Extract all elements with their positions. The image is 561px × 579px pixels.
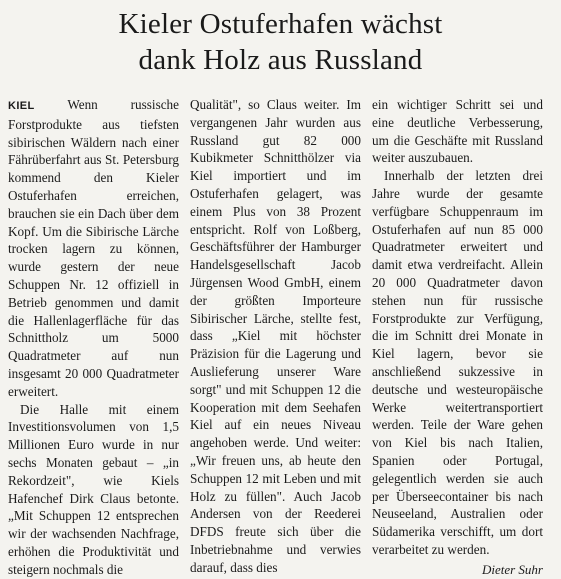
paragraph [8,96,179,401]
paragraph: Innerhalb der letzten drei Jahre wurde der gesamte verfügbare Schuppenraum im Ostuferhafen auf nun 85 000 Quadratmeter erweitert und damit etwa verdreifacht. Allein 20 000 Quadratmeter davon stehen nun für russische Forstprodukte zur Verfügung, die im Schnitt drei Monate in Kiel lagern, bevor sie anschließend sukzessive in deutsche und westeuropäische Werke weitertransportiert werden. Teile der Ware gehen von Kiel bis nach Italien, Spanien oder Portugal, gelegentlich werden sie auch per Überseecontainer bis nach Neuseeland, Australien oder Südamerika verschifft, um dort verarbeitet zu werden. [372,168,543,557]
author-byline: Dieter Suhr [481,561,543,577]
headline-line-2: dank Holz aus Russland [138,44,423,76]
column-2 [190,96,361,579]
article-body [8,96,553,579]
paragraph: Die Halle mit einem Investitionsvolumen von 1,5 Millionen Euro wurde in nur sechs Monaten gebaut – „in Rekordzeit", wie Kiels Hafenchef Dirk Claus betonte. „Mit Schuppen 12 entsprechen wir der wachsenden Nachfrage, erhöhen die Produktivität und steigern nochmals die [8,401,179,577]
paragraph: Qualität", so Claus weiter. Im vergangenen Jahr wurden aus Russland gut 82 000 Kubikmeter Schnitthölzer via Kiel importiert und im Ostuferhafen gelagert, was einem Plus von 38 Prozent entspricht. Rolf von Loßberg, Geschäftsführer der Hamburger Handelsgesellschaft Jacob Jürgensen Wood GmbH, einem der größten Importeure Sibirischer Lärche, stellte fest, dass „Kiel mit höchster Präzision für die Lagerung und Auslieferung unserer Ware sorgt" und mit Schuppen 12 die Kooperation mit dem Seehafen Kiel auf ein neues Niveau angehoben werde. Und weiter: „Wir freuen uns, ab heute den Schuppen 12 mit Leben und mit Holz zu füllen". Auch Jacob Andersen von der Reederei DFDS freute sich über die Inbetriebnahme und verwies darauf, dass dies [190,97,361,575]
column-1 [8,96,179,579]
paragraph-text: Wenn russische Forstprodukte aus tiefsten sibirischen Wäldern nach einer Fährüberfahrt aus St. Petersburg kommend den Kieler Ostuferhafen erreichen, brauchen sie ein Dach über dem Kopf. Um die Sibirische Lärche trocken lagern zu können, wurde gestern der neue Schuppen Nr. 12 offiziell in Betrieb genommen und damit die Hallenlagerfläche für das Schnittholz um 5000 Quadratmeter auf nun insgesamt 20 000 Quadratmeter erweitert. [8,97,180,399]
column-3 [372,96,543,579]
paragraph: ein wichtiger Schritt sei und eine deutliche Verbesserung, um die Geschäfte mit Russland weiter auszubauen. [372,97,543,166]
headline-line-1: Kieler Ostuferhafen wächst [118,8,443,40]
article-headline [8,0,553,78]
dateline-kicker: KIEL [8,100,35,112]
